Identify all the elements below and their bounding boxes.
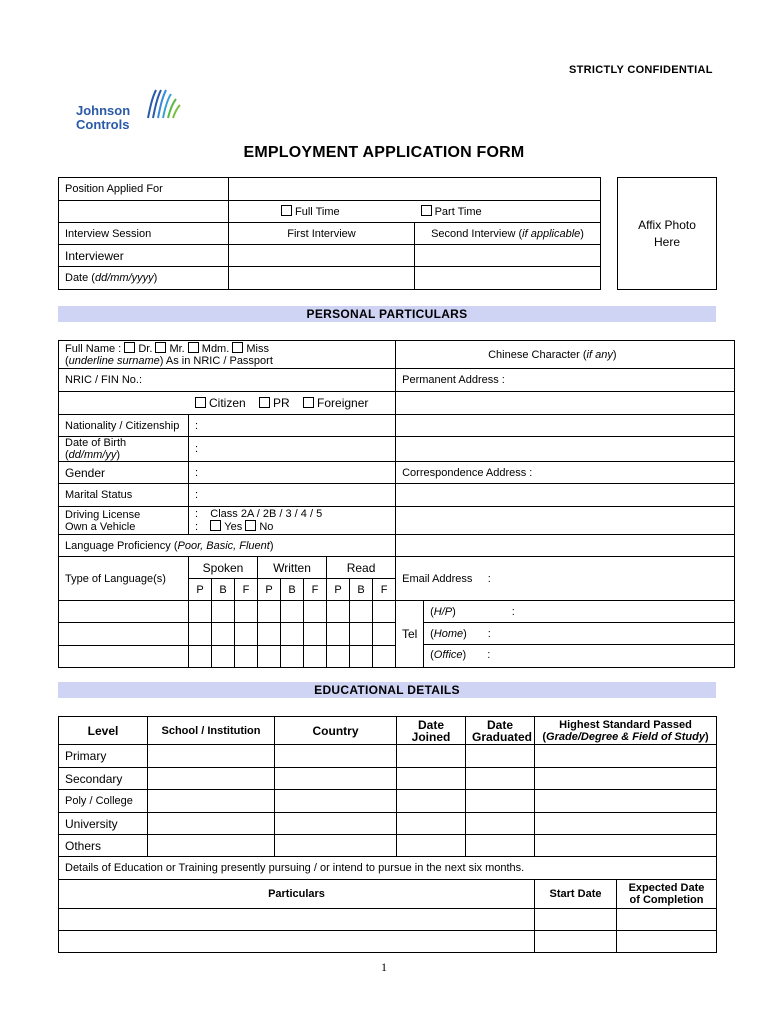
level-secondary: Secondary <box>59 768 148 790</box>
employment-type-cell <box>229 201 601 223</box>
edu-cell[interactable] <box>466 790 535 813</box>
educational-details-heading: EDUCATIONAL DETAILS <box>58 682 716 698</box>
start-date-row-1[interactable] <box>535 909 617 931</box>
first-interview-label: First Interview <box>229 223 415 245</box>
edu-cell[interactable] <box>466 835 535 857</box>
lang-cell[interactable] <box>281 645 304 667</box>
edu-cell[interactable] <box>397 813 466 835</box>
edu-cell[interactable] <box>535 745 717 768</box>
foreigner-checkbox[interactable] <box>303 397 314 408</box>
nationality-input[interactable]: : <box>189 415 396 437</box>
part-time-option[interactable] <box>415 205 600 218</box>
completion-row-1[interactable] <box>617 909 717 931</box>
lang-cell[interactable] <box>281 601 304 623</box>
logo-swoosh-icon <box>144 88 184 122</box>
spoken-f-header: F <box>235 579 258 601</box>
citizen-checkbox[interactable] <box>195 397 206 408</box>
email-address-label[interactable]: Email Address : <box>396 557 735 601</box>
license-vehicle-labels: Driving License Own a Vehicle <box>59 507 189 535</box>
lang-cell[interactable] <box>235 601 258 623</box>
edu-cell[interactable] <box>148 790 275 813</box>
lang-cell[interactable] <box>304 623 327 645</box>
address-blank-3[interactable] <box>396 507 735 535</box>
completion-row-2[interactable] <box>617 931 717 953</box>
lang-cell[interactable] <box>212 601 235 623</box>
gender-label: Gender <box>59 462 189 484</box>
nric-label[interactable]: NRIC / FIN No.: <box>59 369 396 392</box>
edu-cell[interactable] <box>275 813 397 835</box>
logo-text-line1: Johnson <box>76 103 131 118</box>
read-header: Read <box>327 557 396 579</box>
lang-cell[interactable] <box>373 601 396 623</box>
correspondence-address-input[interactable] <box>396 484 735 507</box>
dob-input[interactable]: : <box>189 437 396 462</box>
full-time-checkbox[interactable] <box>281 205 292 216</box>
level-poly-college: Poly / College <box>59 790 148 813</box>
edu-cell[interactable] <box>148 768 275 790</box>
address-blank-2[interactable] <box>396 437 735 462</box>
mdm-checkbox[interactable] <box>188 342 199 353</box>
vehicle-no-checkbox[interactable] <box>245 520 256 531</box>
interview-session-label: Interview Session <box>59 223 229 245</box>
date-label: Date (dd/mm/yyyy) <box>59 267 229 290</box>
vehicle-yes-checkbox[interactable] <box>210 520 221 531</box>
level-primary: Primary <box>59 745 148 768</box>
written-f-header: F <box>304 579 327 601</box>
lang-cell[interactable] <box>212 645 235 667</box>
highest-standard-header: Highest Standard Passed (Grade/Degree & Field of Study) <box>535 717 717 745</box>
particulars-header: Particulars <box>59 880 535 909</box>
lang-cell[interactable] <box>327 623 350 645</box>
part-time-label: Part Time <box>434 206 482 218</box>
confidentiality-label: STRICTLY CONFIDENTIAL <box>569 64 713 76</box>
interviewer-label: Interviewer <box>59 245 229 267</box>
edu-cell[interactable] <box>275 768 397 790</box>
read-p-header: P <box>327 579 350 601</box>
start-date-header: Start Date <box>535 880 617 909</box>
permanent-address-input[interactable] <box>396 392 735 415</box>
photo-label-line1: Affix Photo <box>638 217 696 232</box>
logo-text-line2: Controls <box>76 117 130 132</box>
spoken-b-header: B <box>212 579 235 601</box>
lang-cell[interactable] <box>327 645 350 667</box>
date-first-input[interactable] <box>229 267 415 290</box>
level-header: Level <box>59 717 148 745</box>
written-header: Written <box>258 557 327 579</box>
lang-cell[interactable] <box>235 623 258 645</box>
miss-checkbox[interactable] <box>232 342 243 353</box>
written-p-header: P <box>258 579 281 601</box>
lang-cell[interactable] <box>281 623 304 645</box>
permanent-address-label: Permanent Address : <box>396 369 735 392</box>
edu-cell[interactable] <box>148 813 275 835</box>
lang-cell[interactable] <box>350 623 373 645</box>
tel-hp-row[interactable]: (H/P) : <box>424 601 734 623</box>
position-applied-label: Position Applied For <box>59 178 229 201</box>
lang-cell[interactable] <box>258 623 281 645</box>
spoken-p-header: P <box>189 579 212 601</box>
lang-cell[interactable] <box>189 601 212 623</box>
full-name-cell[interactable]: Full Name : Dr. Mr. Mdm. Miss (underline surname) As in NRIC / Passport <box>59 341 396 369</box>
education-table <box>58 716 717 953</box>
level-others: Others <box>59 835 148 857</box>
employment-type-blank <box>59 201 229 223</box>
citizenship-status-cell: Citizen PR Foreigner <box>59 392 396 415</box>
edu-cell[interactable] <box>148 745 275 768</box>
gender-input[interactable]: : <box>189 462 396 484</box>
page-number: 1 <box>381 960 387 974</box>
type-of-language-label: Type of Language(s) <box>59 557 189 601</box>
photo-box <box>617 177 717 290</box>
language-row-2-name[interactable] <box>59 623 189 645</box>
form-title: EMPLOYMENT APPLICATION FORM <box>243 144 525 161</box>
country-header: Country <box>275 717 397 745</box>
edu-cell[interactable] <box>535 768 717 790</box>
tel-home-row[interactable]: (Home) : <box>424 623 734 645</box>
read-f-header: F <box>373 579 396 601</box>
part-time-checkbox[interactable] <box>421 205 432 216</box>
particulars-row-1[interactable] <box>59 909 535 931</box>
photo-label-line2: Here <box>653 234 680 249</box>
application-info-table <box>58 177 601 290</box>
lang-cell[interactable] <box>327 601 350 623</box>
interviewer-first-input[interactable] <box>229 245 415 267</box>
lang-cell[interactable] <box>304 601 327 623</box>
personal-particulars-heading: PERSONAL PARTICULARS <box>58 306 716 322</box>
lang-cell[interactable] <box>189 645 212 667</box>
lang-cell[interactable] <box>373 645 396 667</box>
marital-status-input[interactable]: : <box>189 484 396 507</box>
lang-cell[interactable] <box>212 623 235 645</box>
date-graduated-header: Date Graduated <box>466 717 535 745</box>
interviewer-second-input[interactable] <box>415 245 601 267</box>
written-b-header: B <box>281 579 304 601</box>
edu-cell[interactable] <box>535 835 717 857</box>
edu-cell[interactable] <box>397 835 466 857</box>
position-applied-input[interactable] <box>229 178 601 201</box>
tel-office-row[interactable]: (Office) : <box>430 649 491 661</box>
full-time-option[interactable] <box>229 205 415 218</box>
mr-checkbox[interactable] <box>155 342 166 353</box>
expected-completion-header: Expected Date of Completion <box>617 880 717 909</box>
lang-cell[interactable] <box>258 601 281 623</box>
personal-particulars-table <box>58 340 735 668</box>
edu-cell[interactable] <box>275 835 397 857</box>
read-b-header: B <box>350 579 373 601</box>
address-blank-1[interactable] <box>396 415 735 437</box>
lang-cell[interactable] <box>235 645 258 667</box>
dob-label: Date of Birth (dd/mm/yy) <box>59 437 189 462</box>
lang-cell[interactable] <box>189 623 212 645</box>
edu-cell[interactable] <box>148 835 275 857</box>
date-joined-header: Date Joined <box>397 717 466 745</box>
lang-cell[interactable] <box>373 623 396 645</box>
edu-cell[interactable] <box>275 745 397 768</box>
chinese-character-label[interactable]: Chinese Character (if any) <box>396 341 735 369</box>
edu-cell[interactable] <box>397 768 466 790</box>
correspondence-address-label: Correspondence Address : <box>396 462 735 484</box>
level-university: University <box>59 813 148 835</box>
pr-checkbox[interactable] <box>259 397 270 408</box>
edu-cell[interactable] <box>397 790 466 813</box>
lang-cell[interactable] <box>350 645 373 667</box>
dr-checkbox[interactable] <box>124 342 135 353</box>
second-interview-label: Second Interview (if applicable) <box>415 223 601 245</box>
lang-cell[interactable] <box>350 601 373 623</box>
edu-cell[interactable] <box>466 745 535 768</box>
edu-cell[interactable] <box>275 790 397 813</box>
date-second-input[interactable] <box>415 267 601 290</box>
tel-label: Tel <box>396 601 424 667</box>
particulars-row-2[interactable] <box>59 931 535 953</box>
license-vehicle-inputs[interactable]: : Class 2A / 2B / 3 / 4 / 5 : Yes No <box>189 507 396 535</box>
spoken-header: Spoken <box>189 557 258 579</box>
language-row-1-name[interactable] <box>59 601 189 623</box>
language-proficiency-label: Language Proficiency (Poor, Basic, Fluent) <box>59 535 396 557</box>
company-logo <box>76 88 186 136</box>
edu-cell[interactable] <box>466 813 535 835</box>
school-header: School / Institution <box>148 717 275 745</box>
lang-cell[interactable] <box>258 645 281 667</box>
full-time-label: Full Time <box>295 206 340 218</box>
edu-cell[interactable] <box>466 768 535 790</box>
edu-cell[interactable] <box>535 790 717 813</box>
tel-cell <box>396 601 735 668</box>
edu-cell[interactable] <box>535 813 717 835</box>
start-date-row-2[interactable] <box>535 931 617 953</box>
nationality-label: Nationality / Citizenship <box>59 415 189 437</box>
license-classes[interactable]: Class 2A / 2B / 3 / 4 / 5 <box>210 508 323 520</box>
education-pursuing-note: Details of Education or Training presently pursuing / or intend to pursue in the next six months. <box>59 857 717 880</box>
language-row-3-name[interactable] <box>59 645 189 667</box>
lang-cell[interactable] <box>304 645 327 667</box>
address-blank-4[interactable] <box>396 535 735 557</box>
edu-cell[interactable] <box>397 745 466 768</box>
marital-status-label: Marital Status <box>59 484 189 507</box>
